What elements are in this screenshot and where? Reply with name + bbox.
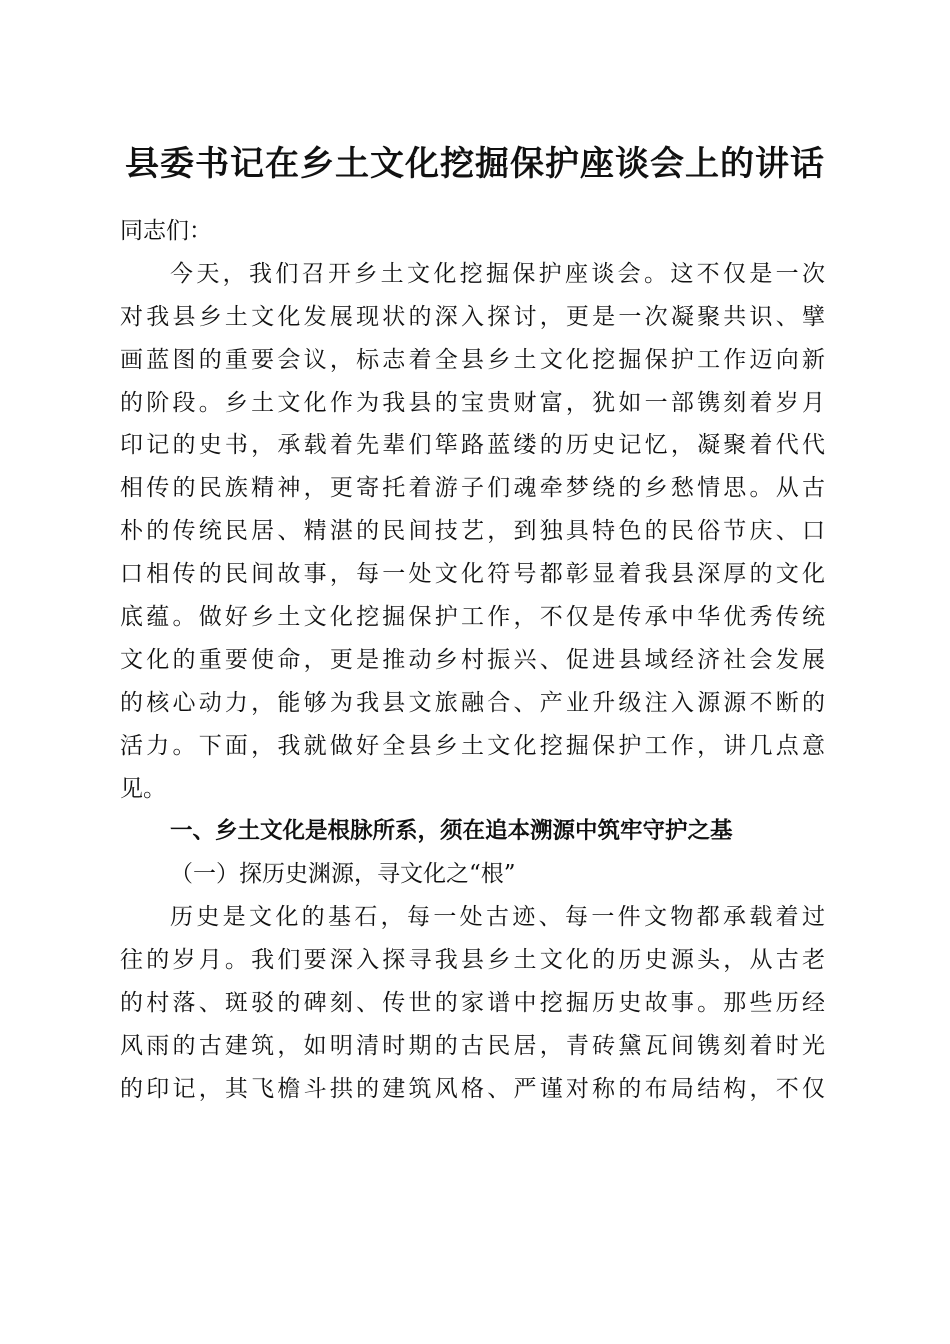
paragraph-line: 的阶段。乡土文化作为我县的宝贵财富，犹如一部镌刻着岁月 [120, 389, 825, 416]
paragraph-line: 口相传的民间故事，每一处文化符号都彰显着我县深厚的文化 [120, 561, 825, 588]
paragraph-line: 今天，我们召开乡土文化挖掘保护座谈会。这不仅是一次 [170, 260, 825, 287]
paragraph-line: 朴的传统民居、精湛的民间技艺，到独具特色的民俗节庆、口 [120, 518, 825, 545]
paragraph-line: 画蓝图的重要会议，标志着全县乡土文化挖掘保护工作迈向新 [120, 346, 825, 373]
paragraph-line: 的村落、斑驳的碑刻、传世的家谱中挖掘历史故事。那些历经 [120, 990, 825, 1017]
paragraph-line: 印记的史书，承载着先辈们筚路蓝缕的历史记忆，凝聚着代代 [120, 432, 825, 459]
paragraph-line: 的印记，其飞檐斗拱的建筑风格、严谨对称的布局结构，不仅 [120, 1075, 825, 1102]
paragraph-line: 见。 [120, 775, 166, 802]
page-title: 县委书记在乡土文化挖掘保护座谈会上的讲话 [125, 144, 825, 184]
paragraph-line: 风雨的古建筑，如明清时期的古民居，青砖黛瓦间镌刻着时光 [120, 1032, 825, 1059]
paragraph-line: 文化的重要使命，更是推动乡村振兴、促进县域经济社会发展 [120, 646, 825, 673]
paragraph-line: 相传的民族精神，更寄托着游子们魂牵梦绕的乡愁情思。从古 [120, 475, 825, 502]
subsection-heading: （一）探历史渊源，寻文化之“根” [170, 861, 516, 888]
paragraph-line: 的核心动力，能够为我县文旅融合、产业升级注入源源不断的 [120, 689, 825, 716]
paragraph-line: 对我县乡土文化发展现状的深入探讨，更是一次凝聚共识、擘 [120, 303, 825, 330]
paragraph-line: 往的岁月。我们要深入探寻我县乡土文化的历史源头，从古老 [120, 947, 825, 974]
salutation: 同志们： [120, 218, 212, 244]
paragraph-line: 活力。下面，我就做好全县乡土文化挖掘保护工作，讲几点意 [120, 732, 825, 759]
paragraph-line: 底蕴。做好乡土文化挖掘保护工作，不仅是传承中华优秀传统 [120, 604, 825, 631]
section-heading: 一、乡土文化是根脉所系，须在追本溯源中筑牢守护之基 [170, 818, 733, 845]
document-body [120, 210, 825, 1111]
paragraph-line: 历史是文化的基石，每一处古迹、每一件文物都承载着过 [170, 904, 825, 931]
